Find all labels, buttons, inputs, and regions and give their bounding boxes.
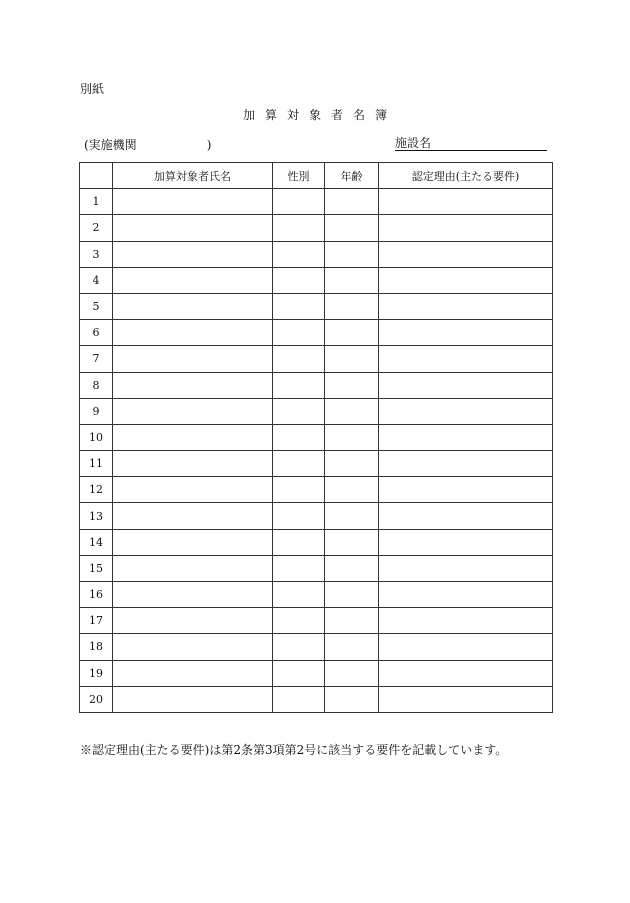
gender-cell[interactable] — [273, 503, 325, 529]
age-cell[interactable] — [325, 608, 379, 634]
gender-cell[interactable] — [273, 529, 325, 555]
agency-close: ) — [206, 138, 212, 152]
age-cell[interactable] — [325, 267, 379, 293]
name-cell[interactable] — [113, 451, 273, 477]
row-number: 18 — [80, 634, 113, 660]
agency-field[interactable] — [84, 136, 211, 153]
gender-cell[interactable] — [273, 398, 325, 424]
name-cell[interactable] — [113, 267, 273, 293]
gender-cell[interactable] — [273, 634, 325, 660]
reason-cell[interactable] — [379, 215, 553, 241]
gender-cell[interactable] — [273, 582, 325, 608]
gender-cell[interactable] — [273, 189, 325, 215]
age-cell[interactable] — [325, 189, 379, 215]
row-number: 20 — [80, 686, 113, 712]
reason-cell[interactable] — [379, 267, 553, 293]
row-number: 6 — [80, 320, 113, 346]
age-cell[interactable] — [325, 372, 379, 398]
name-cell[interactable] — [113, 293, 273, 319]
reason-cell[interactable] — [379, 346, 553, 372]
age-cell[interactable] — [325, 398, 379, 424]
name-cell[interactable] — [113, 477, 273, 503]
roster-body — [80, 189, 553, 713]
reason-cell[interactable] — [379, 372, 553, 398]
reason-cell[interactable] — [379, 320, 553, 346]
age-cell[interactable] — [325, 529, 379, 555]
reason-cell[interactable] — [379, 660, 553, 686]
gender-cell[interactable] — [273, 320, 325, 346]
row-number: 17 — [80, 608, 113, 634]
table-row — [80, 293, 553, 319]
gender-cell[interactable] — [273, 477, 325, 503]
row-number: 12 — [80, 477, 113, 503]
row-number: 14 — [80, 529, 113, 555]
name-cell[interactable] — [113, 503, 273, 529]
table-row — [80, 398, 553, 424]
table-row — [80, 582, 553, 608]
header-reason: 認定理由(主たる要件) — [379, 163, 553, 189]
gender-cell[interactable] — [273, 215, 325, 241]
reason-cell[interactable] — [379, 398, 553, 424]
reason-cell[interactable] — [379, 424, 553, 450]
name-cell[interactable] — [113, 346, 273, 372]
age-cell[interactable] — [325, 686, 379, 712]
name-cell[interactable] — [113, 529, 273, 555]
row-number: 11 — [80, 451, 113, 477]
table-row — [80, 608, 553, 634]
table-row — [80, 346, 553, 372]
reason-cell[interactable] — [379, 608, 553, 634]
age-cell[interactable] — [325, 477, 379, 503]
name-cell[interactable] — [113, 424, 273, 450]
reason-cell[interactable] — [379, 529, 553, 555]
row-number: 15 — [80, 555, 113, 581]
table-row — [80, 451, 553, 477]
name-cell[interactable] — [113, 555, 273, 581]
table-row — [80, 555, 553, 581]
name-cell[interactable] — [113, 215, 273, 241]
doc-title: 加算対象者名簿 — [242, 108, 397, 122]
age-cell[interactable] — [325, 241, 379, 267]
header-age: 年齢 — [325, 163, 379, 189]
name-cell[interactable] — [113, 634, 273, 660]
gender-cell[interactable] — [273, 424, 325, 450]
row-number: 16 — [80, 582, 113, 608]
table-row — [80, 503, 553, 529]
table-row — [80, 477, 553, 503]
row-number: 1 — [80, 189, 113, 215]
doc-label: 別紙 — [80, 82, 105, 96]
name-cell[interactable] — [113, 372, 273, 398]
gender-cell[interactable] — [273, 686, 325, 712]
name-cell[interactable] — [113, 582, 273, 608]
name-cell[interactable] — [113, 241, 273, 267]
reason-cell[interactable] — [379, 189, 553, 215]
age-cell[interactable] — [325, 215, 379, 241]
row-number: 7 — [80, 346, 113, 372]
name-cell[interactable] — [113, 398, 273, 424]
name-cell[interactable] — [113, 320, 273, 346]
row-number: 19 — [80, 660, 113, 686]
gender-cell[interactable] — [273, 267, 325, 293]
table-row — [80, 372, 553, 398]
age-cell[interactable] — [325, 582, 379, 608]
age-cell[interactable] — [325, 634, 379, 660]
table-row — [80, 241, 553, 267]
table-row — [80, 660, 553, 686]
age-cell[interactable] — [325, 293, 379, 319]
gender-cell[interactable] — [273, 555, 325, 581]
row-number: 10 — [80, 424, 113, 450]
roster-table — [79, 162, 553, 713]
reason-cell[interactable] — [379, 503, 553, 529]
name-cell[interactable] — [113, 608, 273, 634]
row-number: 8 — [80, 372, 113, 398]
reason-cell[interactable] — [379, 293, 553, 319]
age-cell[interactable] — [325, 320, 379, 346]
row-number: 5 — [80, 293, 113, 319]
gender-cell[interactable] — [273, 346, 325, 372]
age-cell[interactable] — [325, 424, 379, 450]
gender-cell[interactable] — [273, 293, 325, 319]
header-number — [80, 163, 113, 189]
gender-cell[interactable] — [273, 241, 325, 267]
table-row — [80, 424, 553, 450]
row-number: 13 — [80, 503, 113, 529]
row-number: 3 — [80, 241, 113, 267]
age-cell[interactable] — [325, 503, 379, 529]
table-header-row — [80, 163, 553, 189]
age-cell[interactable] — [325, 346, 379, 372]
footnote: ※認定理由(主たる要件)は第2条第3項第2号に該当する要件を記載しています。 — [80, 743, 508, 757]
table-row — [80, 320, 553, 346]
agency-label: (実施機関 — [84, 138, 137, 152]
name-cell[interactable] — [113, 686, 273, 712]
gender-cell[interactable] — [273, 451, 325, 477]
name-cell[interactable] — [113, 660, 273, 686]
reason-cell[interactable] — [379, 634, 553, 660]
age-cell[interactable] — [325, 555, 379, 581]
row-number: 2 — [80, 215, 113, 241]
row-number: 9 — [80, 398, 113, 424]
gender-cell[interactable] — [273, 608, 325, 634]
facility-label: 施設名 — [395, 136, 432, 150]
table-row — [80, 215, 553, 241]
reason-cell[interactable] — [379, 555, 553, 581]
reason-cell[interactable] — [379, 451, 553, 477]
name-cell[interactable] — [113, 189, 273, 215]
header-name: 加算対象者氏名 — [113, 163, 273, 189]
header-gender: 性別 — [273, 163, 325, 189]
facility-field[interactable] — [395, 136, 547, 151]
table-row — [80, 686, 553, 712]
reason-cell[interactable] — [379, 241, 553, 267]
table-row — [80, 634, 553, 660]
row-number: 4 — [80, 267, 113, 293]
reason-cell[interactable] — [379, 582, 553, 608]
gender-cell[interactable] — [273, 372, 325, 398]
reason-cell[interactable] — [379, 686, 553, 712]
table-row — [80, 267, 553, 293]
reason-cell[interactable] — [379, 477, 553, 503]
gender-cell[interactable] — [273, 660, 325, 686]
table-row — [80, 529, 553, 555]
age-cell[interactable] — [325, 451, 379, 477]
table-row — [80, 189, 553, 215]
age-cell[interactable] — [325, 660, 379, 686]
